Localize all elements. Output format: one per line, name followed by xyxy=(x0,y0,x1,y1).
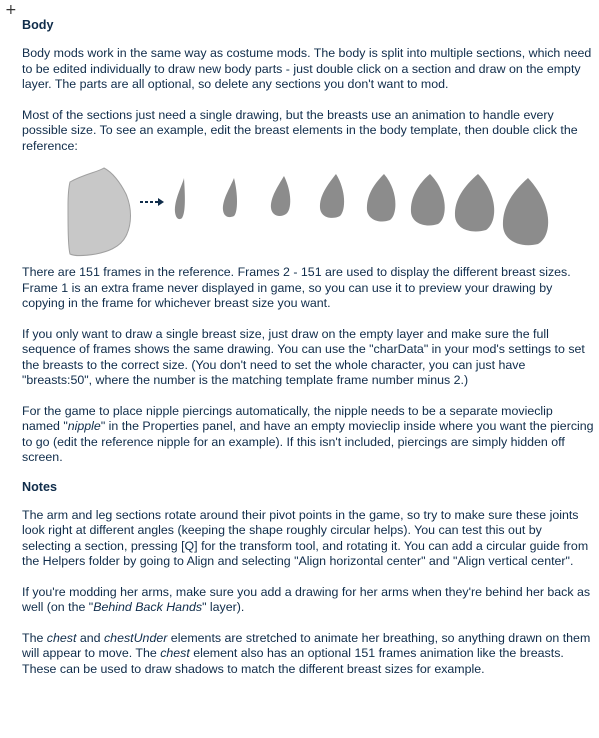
heading-notes: Notes xyxy=(22,479,57,494)
notes-paragraph-2 xyxy=(22,585,594,616)
emphasis-behind-back-hands: Behind Back Hands xyxy=(93,600,203,614)
text-run: If you're modding her arms, make sure you add a drawing for her arms when they're behind her back as well (on the " xyxy=(22,584,591,614)
crosshair-cursor-icon: + xyxy=(5,2,17,18)
emphasis-chestunder: chestUnder xyxy=(103,630,168,645)
reference-shape xyxy=(68,168,131,256)
notes-paragraph-1: The arm and leg sections rotate around their pivot points in the game, so try to make sure these joints look right at different angles (keeping the shape roughly circular helps). You can test this out by selecting a section, pressing [Q] for the transform tool, and rotating it. You can add a circular guide from the Helpers folder by going to Align and selecting "Align horizontal center" and "Align vertical center". xyxy=(22,507,589,568)
text-run: element also has an optional 151 frames animation like the breasts. These can be used to draw shadows to match the different breast sizes for example. xyxy=(22,646,564,676)
frame-shape-5 xyxy=(367,174,395,222)
frame-shape-3 xyxy=(271,176,290,216)
frame-shape-7 xyxy=(455,174,494,231)
body-paragraph-1: Body mods work in the same way as costume mods. The body is split into multiple sections, which need to be edited individually to draw new body parts - just double click on a section and draw on the empty layer. The parts are all optional, so delete any sections you don't want to mod. xyxy=(22,46,592,91)
text-run: " layer). xyxy=(202,600,245,614)
frame-shape-1 xyxy=(175,178,185,219)
emphasis-nipple: nipple xyxy=(67,419,101,433)
breast-frames-illustration xyxy=(22,156,582,264)
frame-shape-4 xyxy=(320,174,344,218)
emphasis-chest: chest xyxy=(46,630,77,645)
text-run: The xyxy=(22,630,47,645)
text-run: elements are stretched to animate her breathing, so anything drawn on them will appear to move. The xyxy=(22,630,591,660)
text-run: For the game to place nipple piercings automatically, the nipple needs to be a separate movieclip named " xyxy=(22,403,553,433)
frame-shape-6 xyxy=(411,174,445,226)
body-paragraph-4: If you only want to draw a single breast size, just draw on the empty layer and make sure the full sequence of frames shows the same drawing. You can use the "charData" in your mod's settings to set the breasts to the correct size. (You don't need to set the whole character, you can just have "breasts:50", where the number is the matching template frame number minus 2.) xyxy=(22,326,585,387)
dashed-arrow-icon xyxy=(140,198,164,206)
body-paragraph-3: There are 151 frames in the reference. Frames 2 - 151 are used to display the different breast sizes. Frame 1 is an extra frame never displayed in game, so you can use it to preview your drawing by copying in the frame for whichever breast size you want. xyxy=(22,265,571,310)
frame-shape-8 xyxy=(503,178,548,245)
text-run: and xyxy=(76,630,104,645)
notes-paragraph-3 xyxy=(22,631,594,678)
text-run: " in the Properties panel, and have an empty movieclip inside where you want the piercing to go (edit the reference nipple for an example). If this isn't included, piercings are simply hidden off screen. xyxy=(22,419,594,464)
heading-body: Body xyxy=(22,18,54,32)
body-paragraph-5 xyxy=(22,404,594,466)
body-paragraph-2: Most of the sections just need a single drawing, but the breasts use an animation to handle every possible size. To see an example, edit the breast elements in the body template, then double click the reference: xyxy=(22,107,578,153)
emphasis-chest-2: chest xyxy=(160,646,190,660)
document-body xyxy=(22,16,594,677)
frame-shape-2 xyxy=(223,178,237,217)
breast-frames-figure xyxy=(22,156,594,264)
